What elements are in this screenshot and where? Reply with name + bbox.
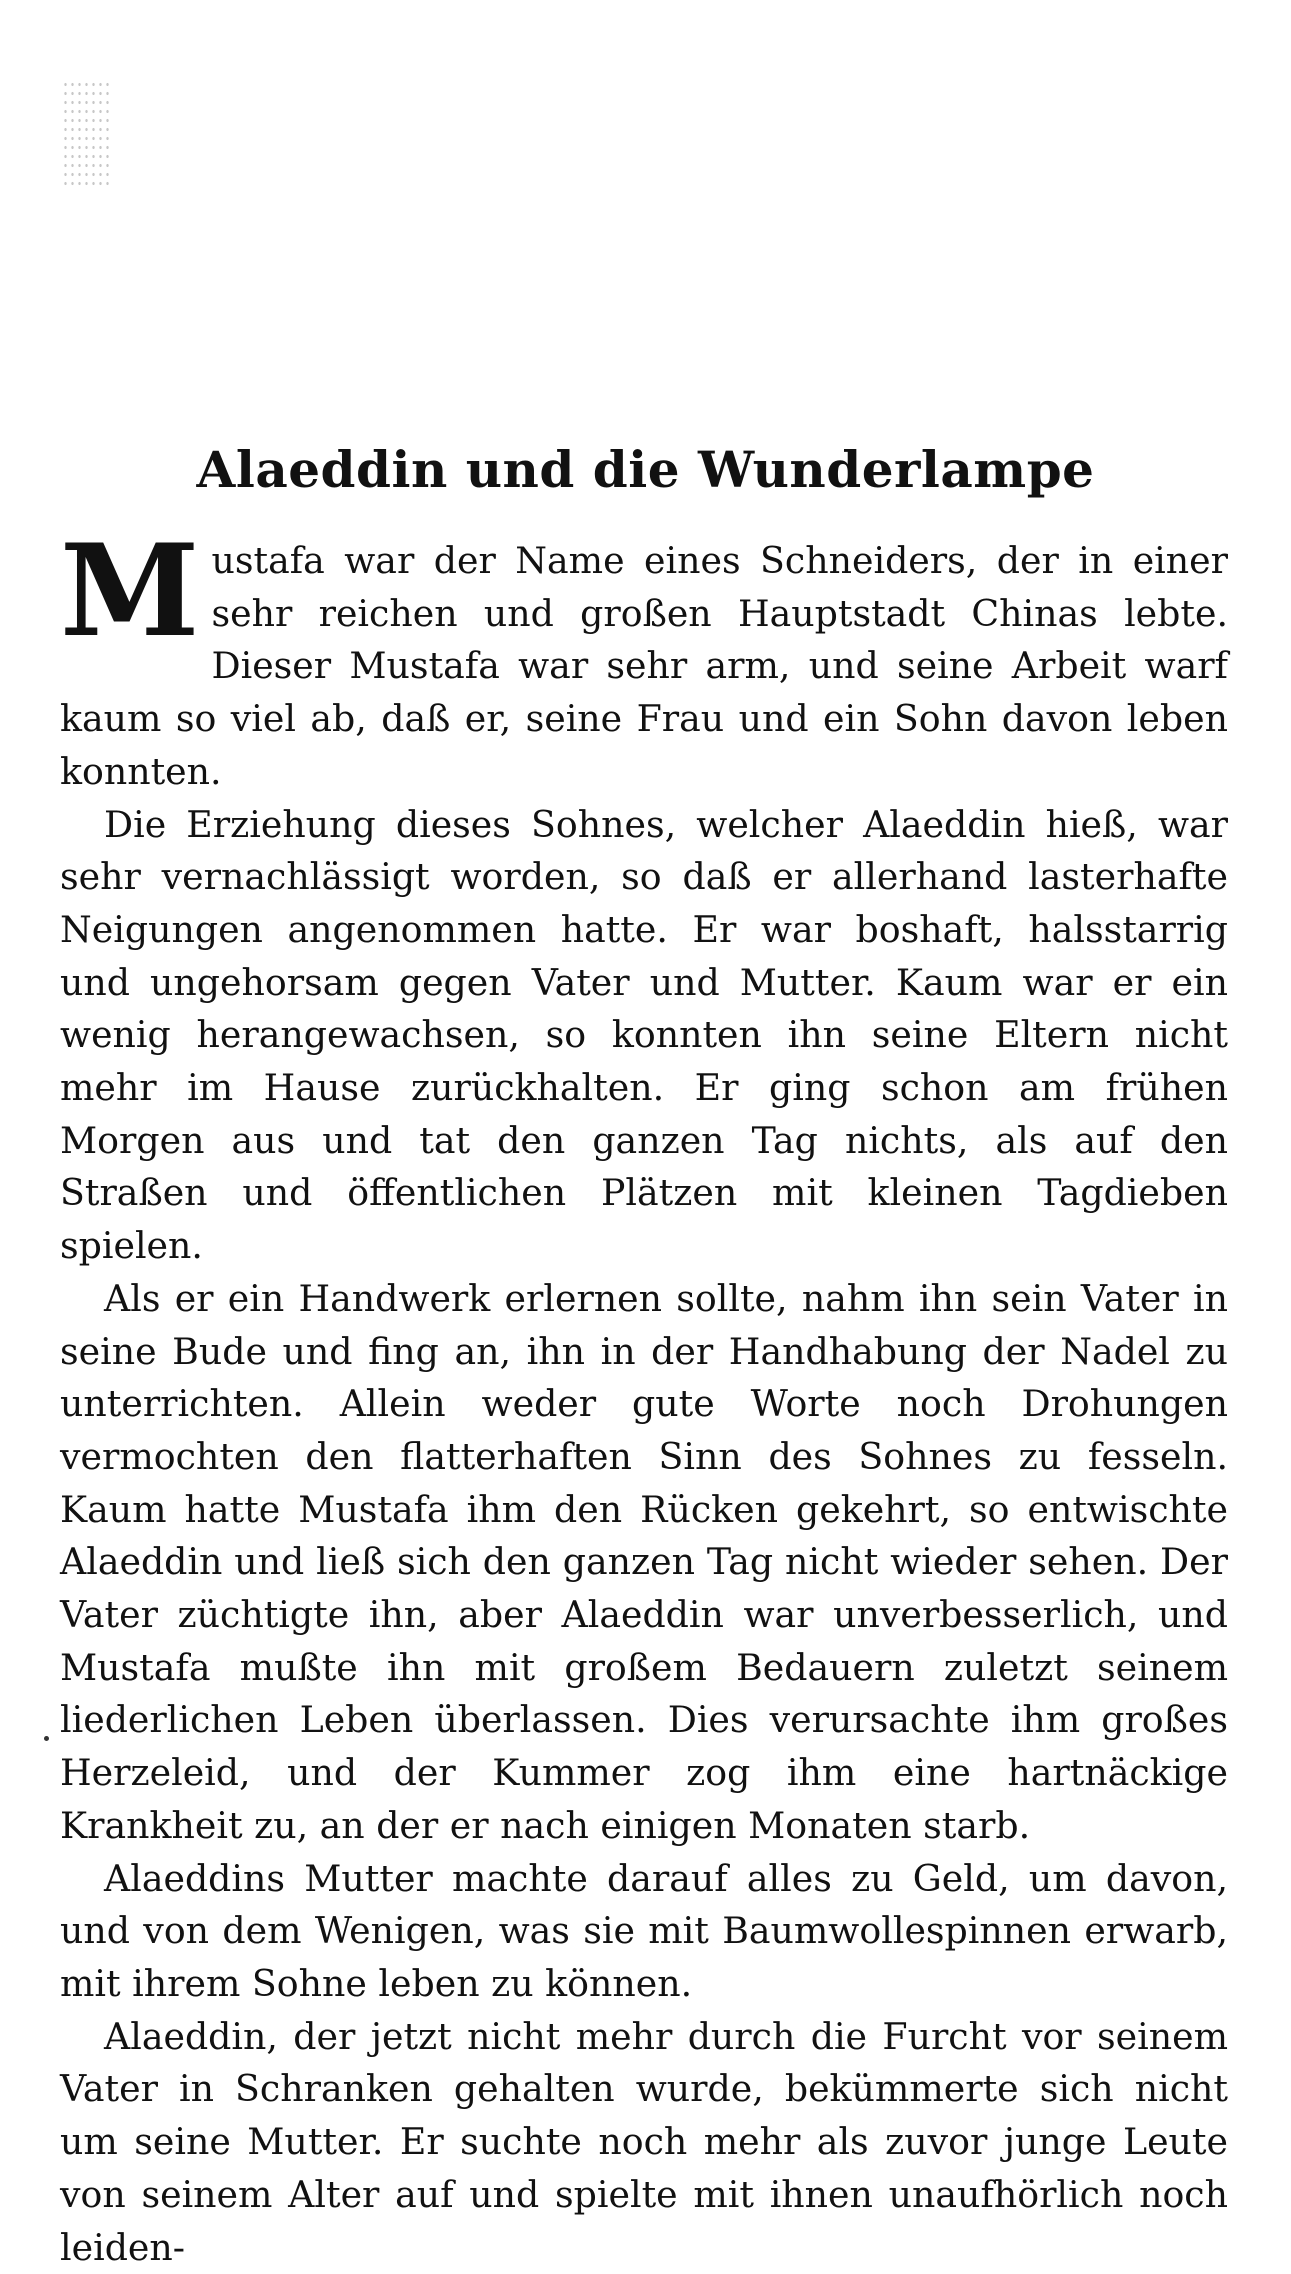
body-text (60, 517, 1228, 2274)
paragraph-3: Als er ein Handwerk erlernen sollte, nahm ihn sein Vater in seine Bude und fing an, ihn in der Handhabung der Nadel zu unterrichten. Allein weder gute Worte noch Drohungen vermochten den flatterhaften Sinn des Sohnes zu fesseln. Kaum hatte Mustafa ihm den Rücken gekehrt, so entwischte Alaeddin und ließ sich den ganzen Tag nicht wieder sehen. Der Vater züchtigte ihn, aber Alaeddin war unverbesserlich, und Mustafa mußte ihn mit großem Bedauern zuletzt seinem liederlichen Leben überlassen. Dies verursachte ihm großes Herzeleid, und der Kummer zog ihm eine hartnäckige Krankheit zu, an der er nach einigen Monaten starb. (60, 1276, 1228, 1847)
paper-speckle-mark (62, 80, 112, 190)
drop-cap-initial: M (60, 517, 200, 665)
paragraph-5: Alaeddin, der jetzt nicht mehr durch die Furcht vor seinem Vater in Schranken gehalten wurde, bekümmerte sich nicht um seine Mutter. Er suchte noch mehr als zuvor junge Leute von seinem Alter auf und spielte mit ihnen unaufhörlich noch leiden- (60, 2014, 1228, 2269)
chapter-title: Alaeddin und die Wunderlampe (196, 440, 1095, 499)
paragraph-1-text: ustafa war der Name eines Schneiders, der in einer sehr reichen und großen Hauptstadt Chinas lebte. Dieser Mustafa war sehr arm, und seine Arbeit warf kaum so viel ab, daß er, seine Frau und ein Sohn davon leben konnten. (60, 539, 1228, 793)
paragraph-4: Alaeddins Mutter machte darauf alles zu Geld, um davon, und von dem Wenigen, was sie mit Baumwollespinnen erwarb, mit ihrem Sohne leben zu können. (60, 1856, 1228, 2005)
paragraph-1 (60, 517, 1228, 799)
paragraph-2: Die Erziehung dieses Sohnes, welcher Alaeddin hieß, war sehr vernachlässigt worden, so daß er allerhand lasterhafte Neigungen angenommen hatte. Er war boshaft, halsstarrig und ungehorsam gegen Vater und Mutter. Kaum war er ein wenig herangewachsen, so konnten ihn seine Eltern nicht mehr im Hause zurückhalten. Er ging schon am frühen Morgen aus und tat den ganzen Tag nichts, als auf den Straßen und öffentlichen Plätzen mit kleinen Tagdieben spielen. (60, 802, 1228, 1268)
margin-dot-mark (44, 1736, 49, 1741)
